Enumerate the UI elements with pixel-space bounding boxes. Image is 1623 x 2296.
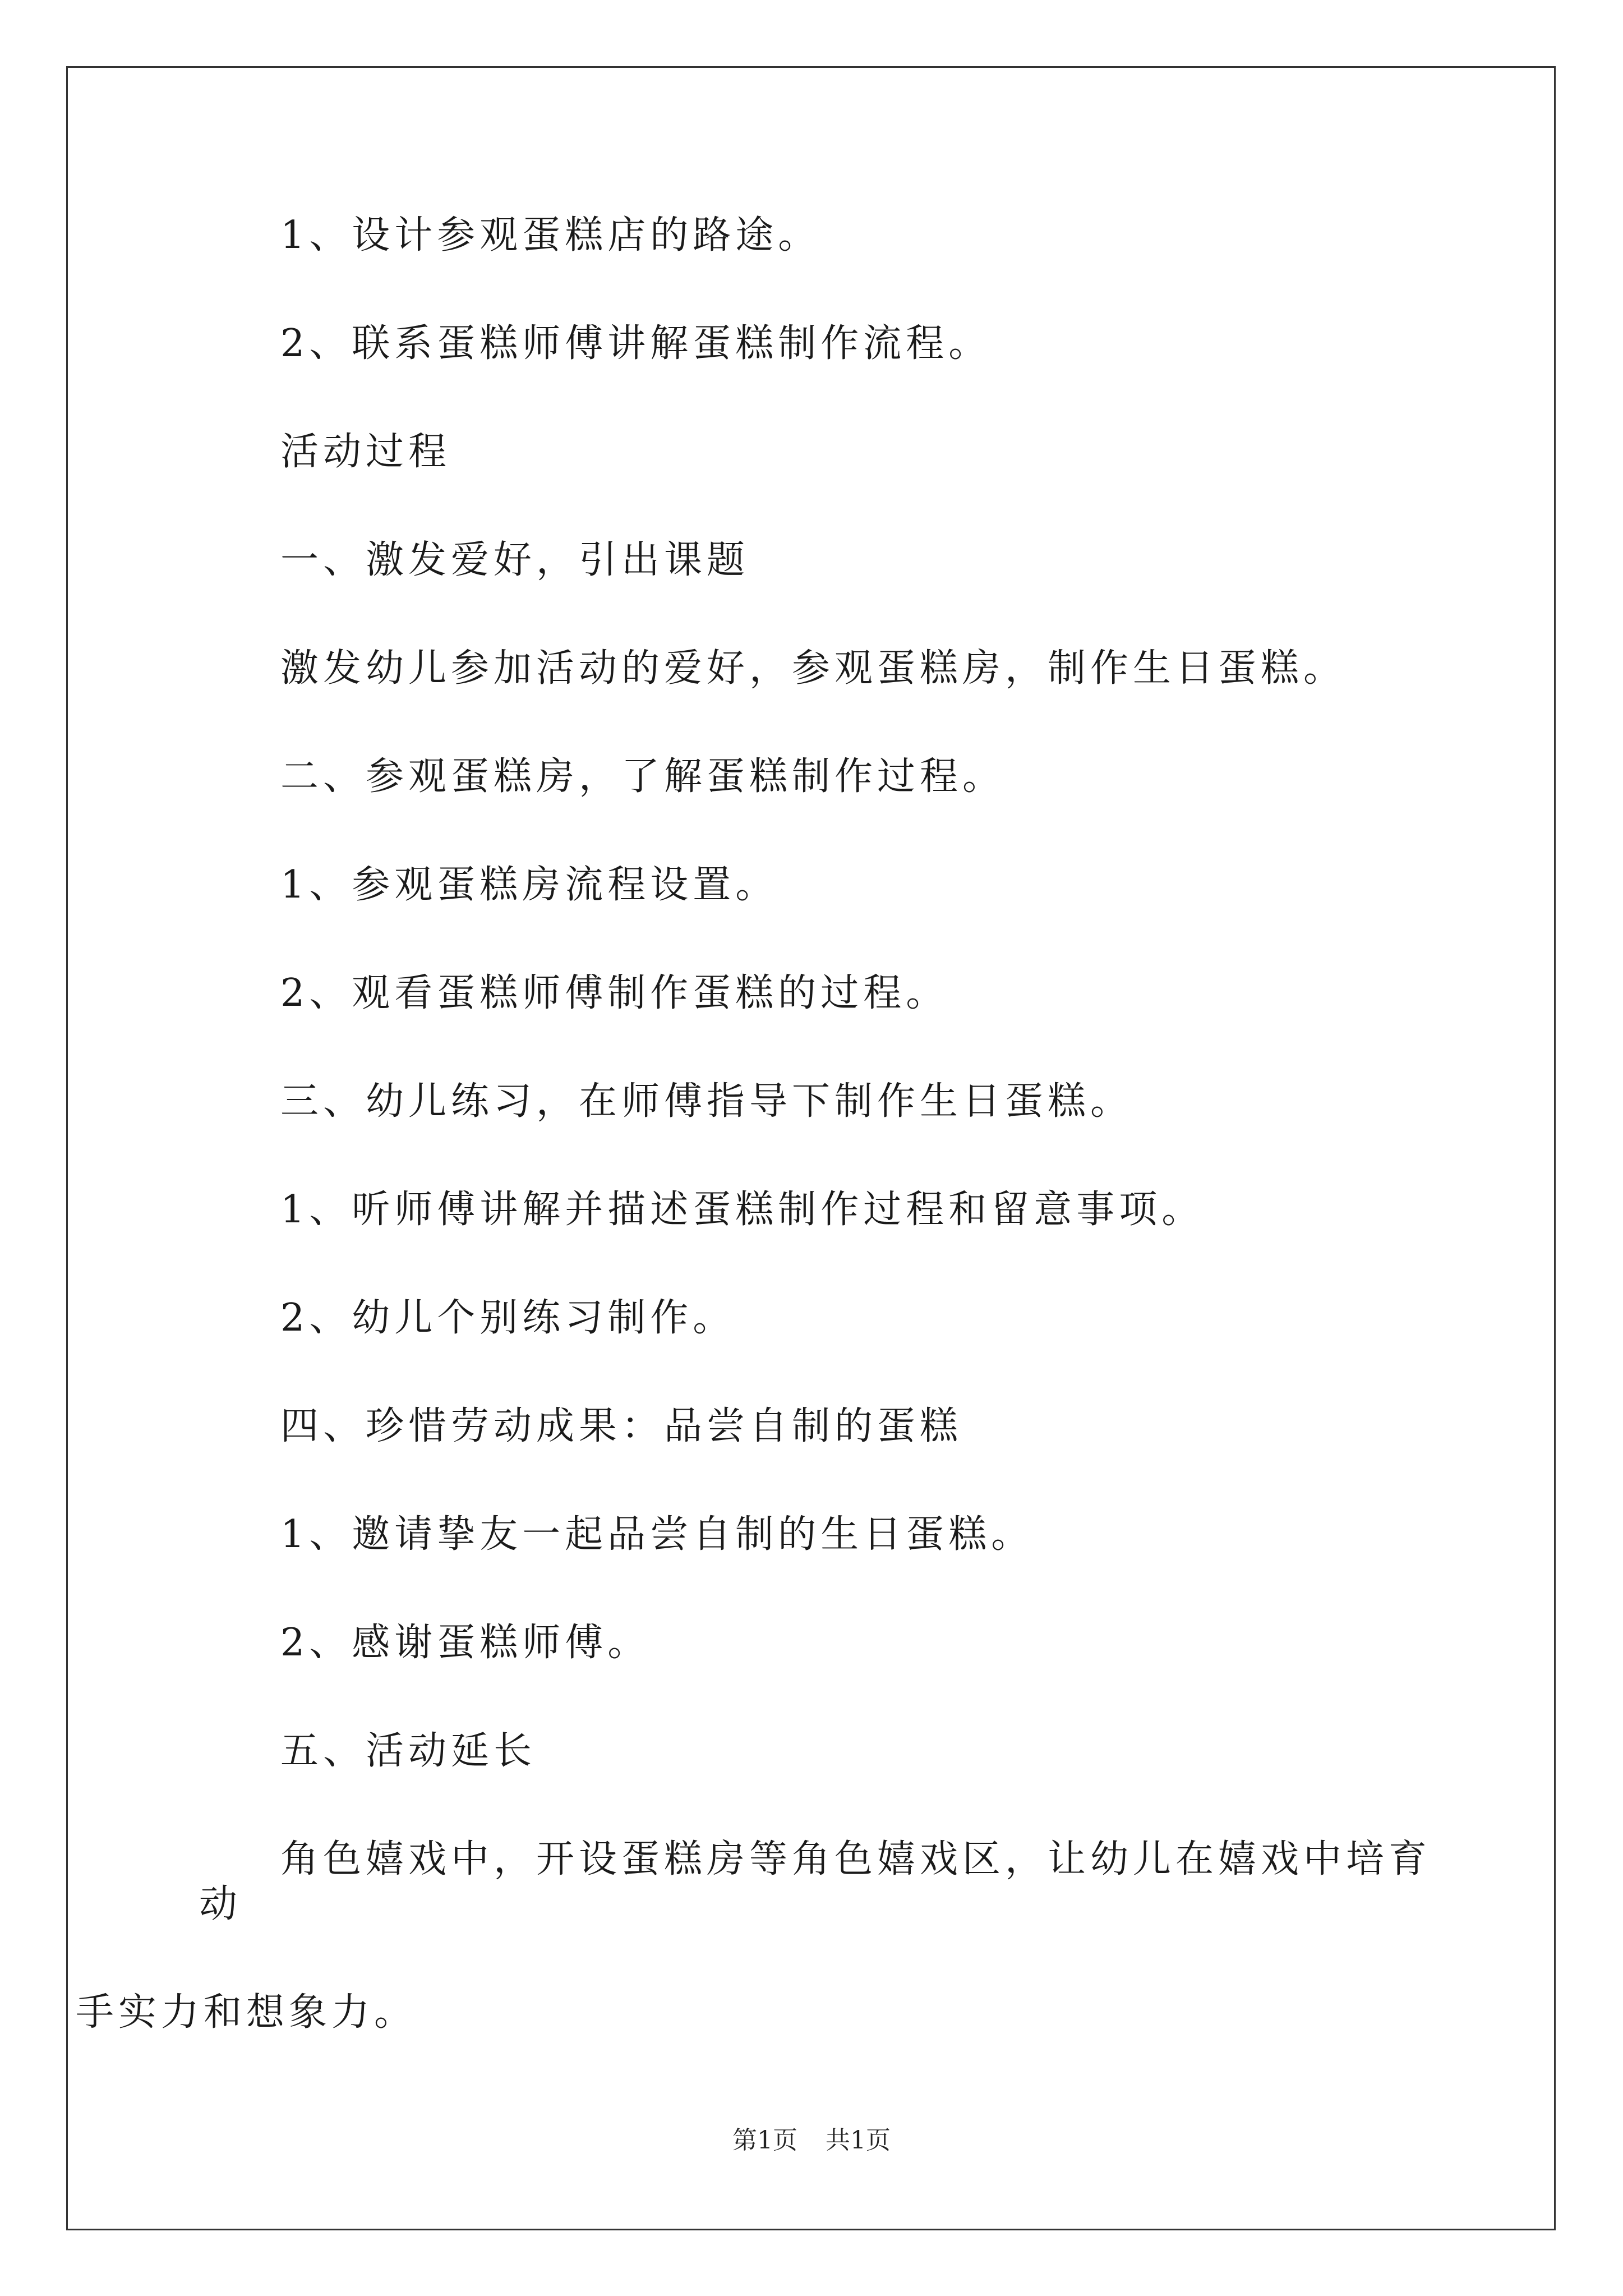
paragraph-13: 1、邀请挚友一起品尝自制的生日蛋糕。 — [280, 1512, 1034, 1557]
page-number-current: 第1页 — [732, 2126, 797, 2155]
paragraph-8: 2、观看蛋糕师傅制作蛋糕的过程。 — [280, 971, 949, 1015]
paragraph-7: 1、参观蛋糕房流程设置。 — [280, 863, 778, 907]
section-heading-1: 一、激发爱好，引出课题 — [280, 538, 750, 582]
page-number-total: 共1页 — [826, 2126, 891, 2155]
section-heading-4: 四、珍惜劳动成果：品尝自制的蛋糕 — [280, 1404, 963, 1448]
paragraph-1: 1、设计参观蛋糕店的路途。 — [280, 213, 821, 257]
section-heading-process: 活动过程 — [280, 430, 451, 474]
document-body — [76, 213, 1444, 2099]
section-heading-5: 五、活动延长 — [280, 1729, 537, 1773]
paragraph-2: 2、联系蛋糕师傅讲解蛋糕制作流程。 — [280, 321, 992, 366]
paragraph-extension-line-1: 角色嬉戏中，开设蛋糕房等角色嬉戏区，让幼儿在嬉戏中培育动 — [199, 1837, 1432, 1926]
paragraph-5: 激发幼儿参加活动的爱好，参观蛋糕房，制作生日蛋糕。 — [280, 646, 1347, 691]
section-heading-3: 三、幼儿练习，在师傅指导下制作生日蛋糕。 — [280, 1079, 1133, 1124]
paragraph-extension-line-2: 手实力和想象力。 — [76, 1990, 417, 2035]
paragraph-11: 2、幼儿个别练习制作。 — [280, 1296, 736, 1340]
section-heading-2: 二、参观蛋糕房，了解蛋糕制作过程。 — [280, 754, 1006, 799]
paragraph-extension — [76, 1837, 1444, 2035]
page-footer — [0, 2126, 1623, 2155]
paragraph-14: 2、感谢蛋糕师傅。 — [280, 1621, 651, 1665]
paragraph-10: 1、听师傅讲解并描述蛋糕制作过程和留意事项。 — [280, 1188, 1205, 1232]
